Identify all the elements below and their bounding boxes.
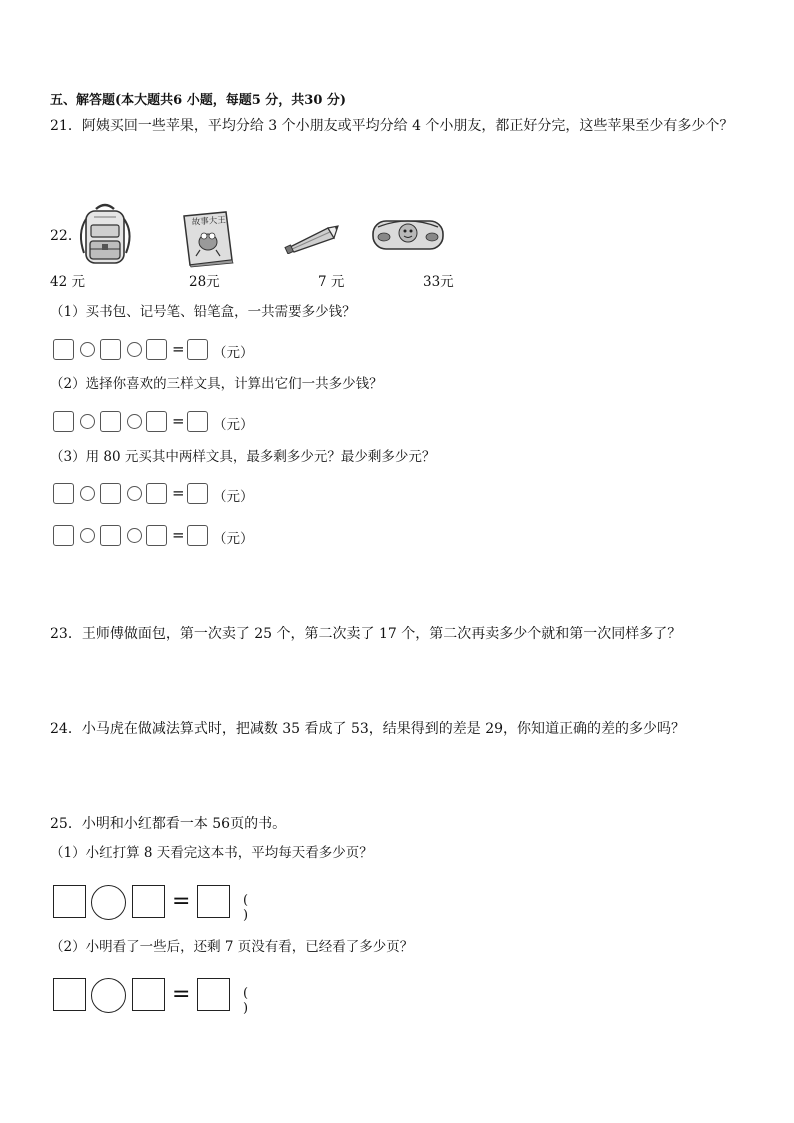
answer-box[interactable] [132,978,165,1011]
answer-box[interactable] [146,525,167,546]
operator-circle[interactable] [91,885,126,920]
equals-sign: = [172,982,191,1007]
answer-box[interactable] [53,339,74,360]
unit-label: （元） [213,489,254,505]
operator-circle[interactable] [80,528,95,543]
answer-box[interactable] [100,411,121,432]
answer-box[interactable] [187,339,208,360]
operator-circle[interactable] [80,414,95,429]
equals-sign: = [172,889,191,914]
operator-circle[interactable] [91,978,126,1013]
answer-box[interactable] [146,483,167,504]
unit-paren[interactable]: ( ) [243,986,255,1016]
answer-box[interactable] [146,339,167,360]
equals-sign: = [172,484,185,502]
notebook-icon [180,208,238,268]
section-header: 五、解答题(本大题共6 小题，每题5 分，共30 分) [50,93,347,108]
answer-box[interactable] [187,483,208,504]
q25-sub2: （2）小明看了一些后，还剩 7 页没有看，已经看了多少页？ [50,939,414,955]
equals-sign: = [172,412,185,430]
price-pencil-case: 33元 [423,274,454,290]
equals-sign: = [172,340,185,358]
answer-box[interactable] [53,525,74,546]
operator-circle[interactable] [127,486,142,501]
price-notebook: 28元 [189,274,220,290]
operator-circle[interactable] [127,342,142,357]
operator-circle[interactable] [80,342,95,357]
unit-paren[interactable]: ( ) [243,893,255,923]
answer-box[interactable] [146,411,167,432]
answer-box[interactable] [100,483,121,504]
question-25: 25．小明和小红都看一本 56页的书。 [50,816,287,832]
answer-box[interactable] [53,483,74,504]
question-24: 24．小马虎在做减法算式时，把减数 35 看成了 53，结果得到的差是 29，你知道正确的差的多少吗？ [50,721,686,737]
svg-text:故事大王: 故事大王 [191,215,227,228]
answer-box[interactable] [197,978,230,1011]
operator-circle[interactable] [80,486,95,501]
unit-label: （元） [213,417,254,433]
price-backpack: 42 元 [50,274,85,290]
pencil-case-icon [370,213,446,253]
unit-label: （元） [213,345,254,361]
answer-box[interactable] [100,339,121,360]
question-22-number: 22． [50,228,82,244]
q22-sub2: （2）选择你喜欢的三样文具，计算出它们一共多少钱？ [50,376,383,392]
answer-box[interactable] [187,411,208,432]
operator-circle[interactable] [127,414,142,429]
q25-sub1: （1）小红打算 8 天看完这本书，平均每天看多少页？ [50,845,373,861]
answer-box[interactable] [53,978,86,1011]
answer-box[interactable] [187,525,208,546]
unit-label: （元） [213,531,254,547]
price-pencil: 7 元 [318,274,345,290]
q22-sub3: （3）用 80 元买其中两样文具，最多剩多少元？最少剩多少元？ [50,449,436,465]
equals-sign: = [172,526,185,544]
pencil-icon [284,220,340,254]
answer-box[interactable] [132,885,165,918]
answer-box[interactable] [197,885,230,918]
answer-box[interactable] [53,885,86,918]
question-23: 23．王师傅做面包，第一次卖了 25 个，第二次卖了 17 个，第二次再卖多少个就和第一次同样多了？ [50,626,682,642]
operator-circle[interactable] [127,528,142,543]
answer-box[interactable] [53,411,74,432]
question-21: 21．阿姨买回一些苹果，平均分给 3 个小朋友或平均分给 4 个小朋友，都正好分完，这些苹果至少有多少个？ [50,118,734,134]
q22-sub1: （1）买书包、记号笔、铅笔盒，一共需要多少钱？ [50,304,356,320]
backpack-icon [74,203,136,267]
answer-box[interactable] [100,525,121,546]
